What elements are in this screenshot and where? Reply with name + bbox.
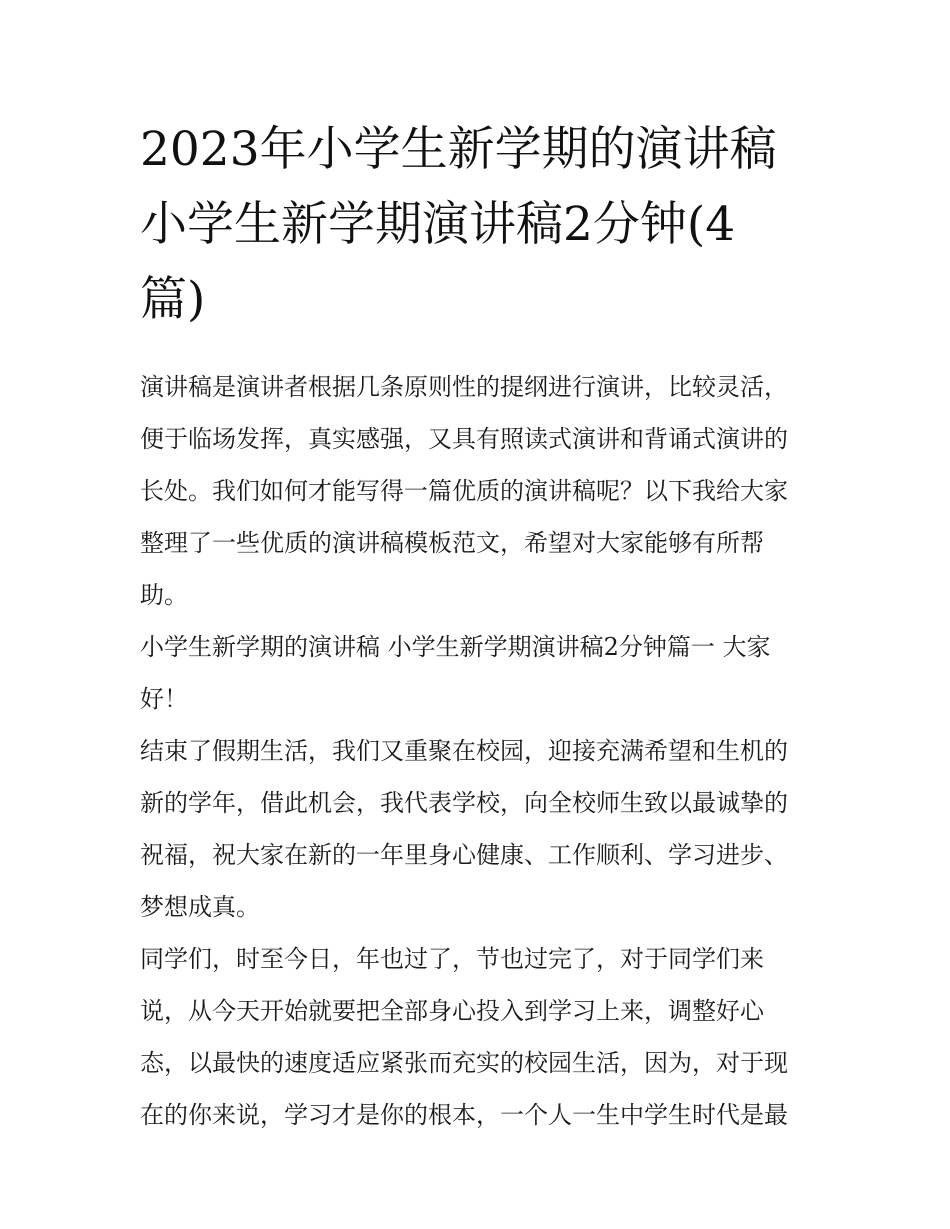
text-line: 小学生新学期的演讲稿 小学生新学期演讲稿2分钟篇一 大家 <box>140 633 771 661</box>
title-line: 2023年小学生新学期的演讲稿 <box>140 122 777 177</box>
text-line: 长处。我们如何才能写得一篇优质的演讲稿呢？以下我给大家 <box>140 477 788 505</box>
paragraph-greeting <box>140 621 812 725</box>
text-line: 态，以最快的速度适应紧张而充实的校园生活，因为，对于现 <box>140 1049 788 1077</box>
text-line: 演讲稿是演讲者根据几条原则性的提纲进行演讲，比较灵活， <box>140 373 788 401</box>
document-body <box>140 361 812 1141</box>
paragraph-students <box>140 933 812 1141</box>
paragraph-intro <box>140 361 812 621</box>
document-title <box>140 112 812 337</box>
text-line: 整理了一些优质的演讲稿模板范文，希望对大家能够有所帮 <box>140 529 764 557</box>
paragraph-new-term <box>140 725 812 933</box>
title-line: 小学生新学期演讲稿2分钟(4 <box>140 197 736 252</box>
text-line: 同学们，时至今日，年也过了，节也过完了，对于同学们来 <box>140 945 764 973</box>
text-line: 助。 <box>140 581 188 609</box>
text-line: 便于临场发挥，真实感强，又具有照读式演讲和背诵式演讲的 <box>140 425 788 453</box>
text-line: 说，从今天开始就要把全部身心投入到学习上来，调整好心 <box>140 997 764 1025</box>
text-line: 祝福，祝大家在新的一年里身心健康、工作顺利、学习进步、 <box>140 841 788 869</box>
text-line: 新的学年，借此机会，我代表学校，向全校师生致以最诚挚的 <box>140 789 788 817</box>
text-line: 好！ <box>140 685 188 713</box>
text-line: 结束了假期生活，我们又重聚在校园，迎接充满希望和生机的 <box>140 737 788 765</box>
text-line: 梦想成真。 <box>140 893 260 921</box>
document-content <box>140 112 812 1141</box>
text-line: 在的你来说，学习才是你的根本，一个人一生中学生时代是最 <box>140 1101 788 1129</box>
title-line: 篇) <box>140 272 206 327</box>
